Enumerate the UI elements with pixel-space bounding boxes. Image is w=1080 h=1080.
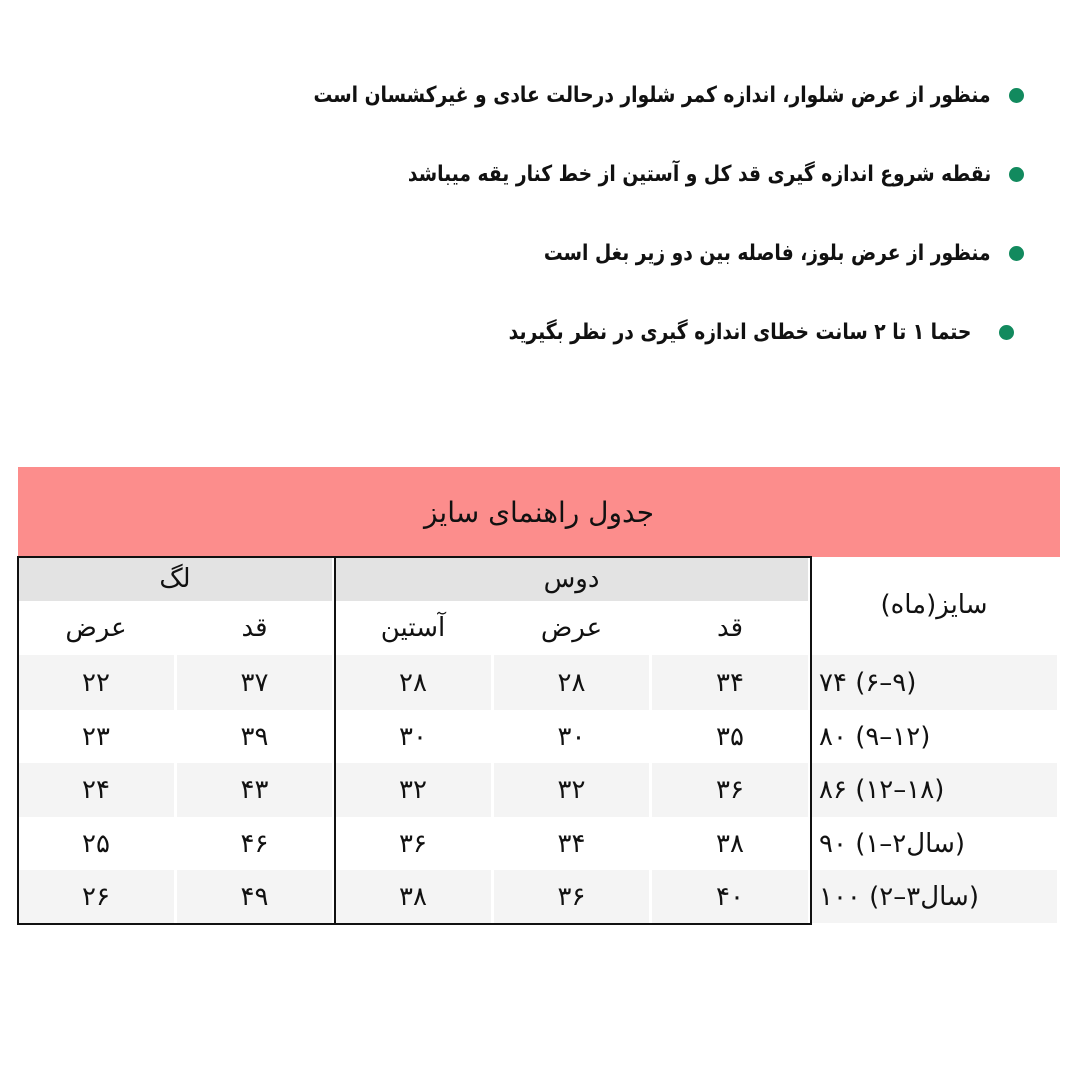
cell-leg-width: ۲۴ xyxy=(18,763,177,819)
cell-leg-height: ۳۹ xyxy=(177,712,335,763)
note-text: منظور از عرض بلوز، فاصله بین دو زیر بغل است xyxy=(544,240,991,266)
bullet-icon xyxy=(1009,246,1024,261)
cell-sleeve: ۳۰ xyxy=(335,712,494,763)
cell-top-width: ۳۶ xyxy=(494,870,652,925)
cell-leg-height: ۴۹ xyxy=(177,870,335,925)
cell-top-width: ۳۰ xyxy=(494,712,652,763)
cell-size: ۹۰ (۱–۲سال) xyxy=(811,819,1060,870)
col-header: عرض xyxy=(18,603,177,655)
cell-top-height: ۳۵ xyxy=(652,712,811,763)
cell-top-height: ۴۰ xyxy=(652,870,811,925)
table-title: جدول راهنمای سایز xyxy=(18,467,1060,557)
cell-leg-height: ۳۷ xyxy=(177,655,335,712)
cell-size: ۸۰ (۹–۱۲) xyxy=(811,712,1060,763)
cell-top-width: ۲۸ xyxy=(494,655,652,712)
cell-leg-width: ۲۳ xyxy=(18,712,177,763)
cell-top-height: ۳۴ xyxy=(652,655,811,712)
note-text: منظور از عرض شلوار، اندازه کمر شلوار درحالت عادی و غیرکشسان است xyxy=(313,82,991,108)
cell-leg-height: ۴۳ xyxy=(177,763,335,819)
group-header-top: دوس xyxy=(335,557,811,603)
note-text: نقطه شروع اندازه گیری قد کل و آستین از خط کنار یقه میباشد xyxy=(407,161,991,187)
cell-top-height: ۳۶ xyxy=(652,763,811,819)
note-item xyxy=(305,154,1024,194)
col-header: قد xyxy=(652,603,811,655)
cell-sleeve: ۳۲ xyxy=(335,763,494,819)
size-table xyxy=(18,557,1060,925)
cell-size: ۱۰۰ (۲–۳سال) xyxy=(811,870,1060,925)
cell-top-height: ۳۸ xyxy=(652,819,811,870)
cell-sleeve: ۳۸ xyxy=(335,870,494,925)
group-header-leg: لگ xyxy=(18,557,335,603)
cell-sleeve: ۲۸ xyxy=(335,655,494,712)
bullet-icon xyxy=(999,325,1014,340)
cell-top-width: ۳۲ xyxy=(494,763,652,819)
cell-leg-width: ۲۲ xyxy=(18,655,177,712)
note-item xyxy=(465,233,1024,273)
cell-leg-width: ۲۵ xyxy=(18,819,177,870)
bullet-icon xyxy=(1009,88,1024,103)
cell-top-width: ۳۴ xyxy=(494,819,652,870)
group-divider xyxy=(334,556,336,925)
cell-leg-height: ۴۶ xyxy=(177,819,335,870)
cell-leg-width: ۲۶ xyxy=(18,870,177,925)
col-header: عرض xyxy=(494,603,652,655)
note-item xyxy=(427,312,1014,352)
bullet-icon xyxy=(1009,167,1024,182)
col-header: قد xyxy=(177,603,335,655)
cell-size: ۷۴ (۶–۹) xyxy=(811,655,1060,712)
col-header: آستین xyxy=(335,603,494,655)
note-item xyxy=(194,75,1024,115)
note-text: حتما ۱ تا ۲ سانت خطای اندازه گیری در نظر بگیرید xyxy=(508,319,971,345)
cell-sleeve: ۳۶ xyxy=(335,819,494,870)
size-header: سایز(ماه) xyxy=(811,557,1060,655)
cell-size: ۸۶ (۱۲–۱۸) xyxy=(811,763,1060,819)
